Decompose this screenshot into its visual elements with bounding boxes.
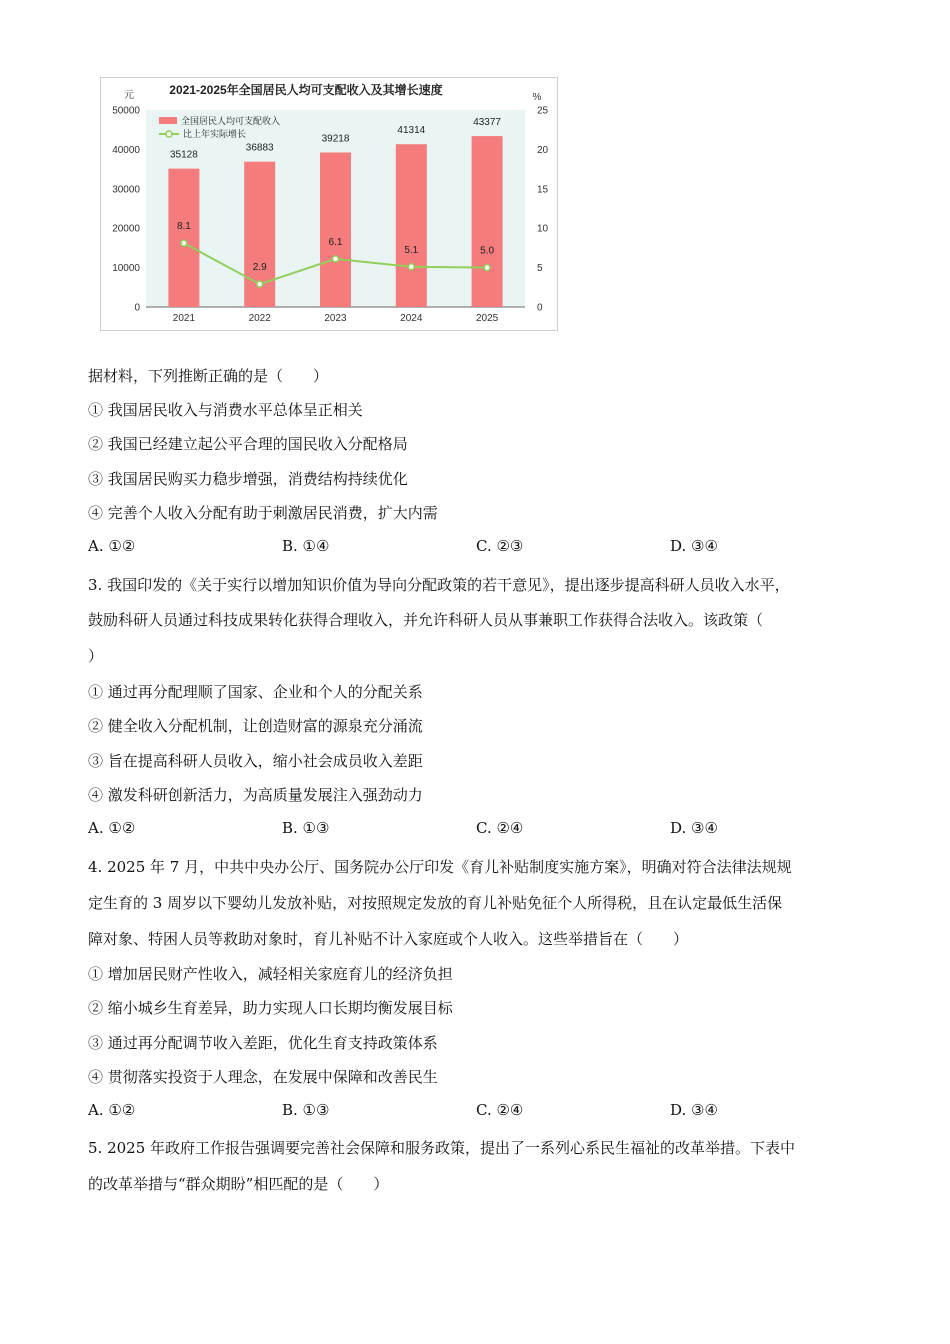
q4-item-1: ① 增加居民财产性收入，减轻相关家庭育儿的经济负担 — [88, 965, 453, 983]
bar-value-label: 35128 — [169, 149, 198, 161]
q3-item-4: ④ 激发科研创新活力，为高质量发展注入强劲动力 — [88, 786, 423, 804]
rate-point — [484, 265, 490, 271]
q5-stem-line-2: 的改革举措与“群众期盼”相匹配的是（ ） — [88, 1175, 389, 1193]
right-tick-label: 25 — [537, 105, 549, 117]
left-tick-label: 10000 — [112, 263, 140, 275]
q2-item-1: ① 我国居民收入与消费水平总体呈正相关 — [88, 401, 363, 419]
q3-option-d[interactable]: D. ③④ — [670, 819, 718, 837]
q4-options — [88, 1099, 888, 1121]
left-tick-label: 20000 — [112, 223, 140, 235]
right-axis-unit: % — [532, 92, 542, 103]
left-tick-label: 40000 — [112, 144, 140, 156]
legend-bar-label: 全国居民人均可支配收入 — [181, 116, 281, 126]
q2-options — [88, 535, 888, 557]
q2-item-4: ④ 完善个人收入分配有助于刺激居民消费，扩大内需 — [88, 504, 438, 522]
q3-stem-line-3: ） — [88, 647, 104, 665]
q3-item-2: ② 健全收入分配机制，让创造财富的源泉充分涌流 — [88, 717, 423, 735]
q2-item-2: ② 我国已经建立起公平合理的国民收入分配格局 — [88, 435, 408, 453]
q2-option-c[interactable]: C. ②③ — [476, 537, 524, 555]
q4-option-c[interactable]: C. ②④ — [476, 1101, 524, 1119]
q4-option-a[interactable]: A. ①② — [88, 1101, 136, 1119]
q2-option-d[interactable]: D. ③④ — [670, 537, 718, 555]
rate-point — [181, 240, 187, 246]
left-tick-label: 50000 — [112, 105, 140, 117]
x-tick-label: 2022 — [248, 313, 271, 324]
q3-stem-line-1: 3. 我国印发的《关于实行以增加知识价值为导向分配政策的若干意见》，提出逐步提高科研人员收入水平， — [88, 576, 790, 594]
x-tick-label: 2024 — [400, 313, 423, 324]
q4-item-2: ② 缩小城乡生育差异，助力实现人口长期均衡发展目标 — [88, 999, 453, 1017]
q4-stem-line-3: 障对象、特困人员等救助对象时，育儿补贴不计入家庭或个人收入。这些举措旨在（ ） — [88, 930, 689, 948]
rate-point — [333, 256, 339, 262]
income-chart — [100, 77, 558, 331]
bar — [320, 152, 351, 307]
q5-stem-line-1: 5. 2025 年政府工作报告强调要完善社会保障和服务政策，提出了一系列心系民生福祉的改革举措。下表中 — [88, 1139, 796, 1157]
q3-option-b[interactable]: B. ①③ — [282, 819, 330, 837]
x-tick-label: 2023 — [324, 313, 347, 324]
legend-bar-swatch — [159, 117, 177, 124]
q4-item-4: ④ 贯彻落实投资于人理念，在发展中保障和改善民生 — [88, 1068, 438, 1086]
x-tick-label: 2021 — [172, 313, 196, 324]
q3-stem-line-2: 鼓励科研人员通过科技成果转化获得合理收入，并允许科研人员从事兼职工作获得合法收入。该政策（ — [88, 611, 764, 629]
q2-stem: 据材料，下列推断正确的是（ ） — [88, 367, 329, 385]
bar — [168, 169, 199, 307]
rate-value-label: 6.1 — [328, 236, 343, 248]
left-axis-unit: 元 — [124, 90, 134, 101]
right-tick-label: 20 — [537, 144, 549, 156]
x-tick-label: 2025 — [475, 313, 499, 324]
q4-stem-line-2: 定生育的 3 周岁以下婴幼儿发放补贴，对按照规定发放的育儿补贴免征个人所得税，且在认定最低生活保 — [88, 894, 783, 912]
left-tick-label: 30000 — [112, 184, 140, 196]
right-tick-label: 10 — [537, 223, 549, 235]
right-tick-label: 0 — [537, 302, 543, 314]
left-tick-label: 0 — [134, 302, 140, 314]
chart-svg — [101, 78, 557, 330]
q3-item-1: ① 通过再分配理顺了国家、企业和个人的分配关系 — [88, 683, 423, 701]
q2-option-a[interactable]: A. ①② — [88, 537, 136, 555]
bar-value-label: 39218 — [321, 133, 350, 145]
q3-option-c[interactable]: C. ②④ — [476, 819, 524, 837]
bar-value-label: 43377 — [473, 117, 502, 129]
q4-stem-line-1: 4. 2025 年 7 月，中共中央办公厅、国务院办公厅印发《育儿补贴制度实施方案》，明确对符合法律法规规 — [88, 858, 792, 876]
right-tick-label: 15 — [537, 184, 549, 196]
left-axis-ticks — [112, 106, 140, 314]
right-tick-label: 5 — [537, 263, 543, 275]
x-axis-labels — [173, 313, 499, 324]
q3-item-3: ③ 旨在提高科研人员收入，缩小社会成员收入差距 — [88, 752, 423, 770]
rate-point — [257, 281, 263, 287]
q2-item-3: ③ 我国居民购买力稳步增强，消费结构持续优化 — [88, 470, 408, 488]
rate-value-label: 8.1 — [176, 221, 191, 233]
q4-option-d[interactable]: D. ③④ — [670, 1101, 718, 1119]
q3-option-a[interactable]: A. ①② — [88, 819, 136, 837]
q4-item-3: ③ 通过再分配调节收入差距，优化生育支持政策体系 — [88, 1034, 438, 1052]
rate-value-label: 5.0 — [480, 245, 495, 257]
rate-point — [408, 264, 414, 270]
q3-options — [88, 817, 888, 839]
bar — [396, 144, 427, 307]
bar — [472, 136, 503, 307]
legend-line-marker — [166, 131, 172, 137]
chart-title: 2021-2025年全国居民人均可支配收入及其增长速度 — [169, 83, 443, 97]
q4-option-b[interactable]: B. ①③ — [282, 1101, 330, 1119]
bar-value-label: 36883 — [245, 142, 274, 154]
rate-value-label: 5.1 — [404, 244, 419, 256]
right-axis-ticks — [537, 106, 549, 314]
legend-line-label: 比上年实际增长 — [183, 129, 247, 139]
rate-value-label: 2.9 — [252, 262, 267, 274]
bar-value-label: 41314 — [397, 125, 426, 137]
q2-option-b[interactable]: B. ①④ — [282, 537, 330, 555]
